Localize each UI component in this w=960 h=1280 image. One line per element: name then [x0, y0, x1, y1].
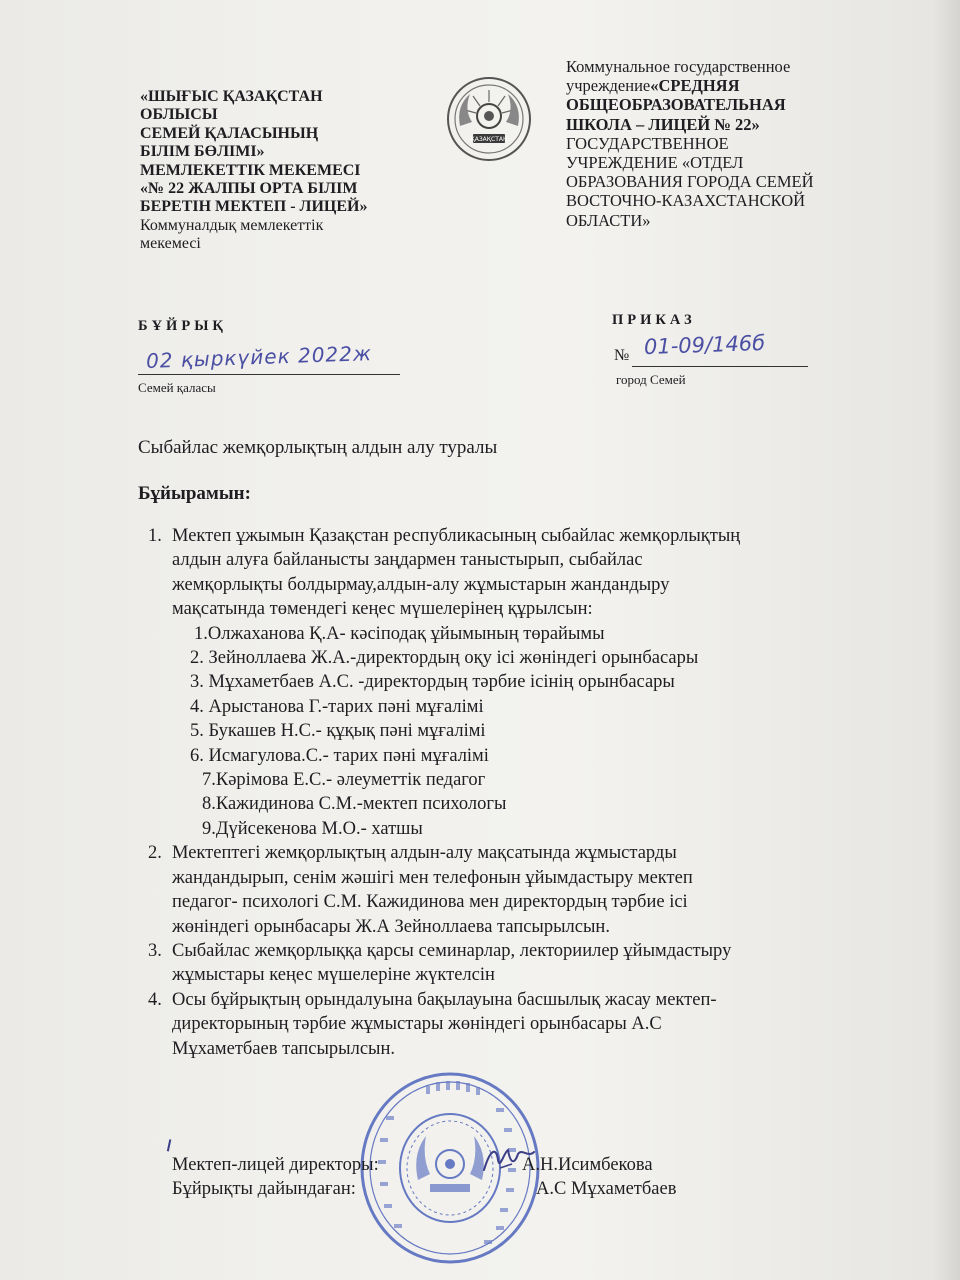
number-sign: №	[614, 347, 630, 364]
header-kz-line: БІЛІМ БӨЛІМІ»	[140, 143, 265, 161]
signature-row-preparer	[172, 1177, 732, 1201]
order-item-4	[138, 988, 883, 1061]
handwritten-date: 02 қыркүйек 2022ж	[145, 341, 373, 373]
header-kz-line: мекемесі	[140, 235, 201, 253]
command-heading: Бұйырамын:	[138, 483, 251, 504]
council-member: 6. Исмагулова.С.- тарих пәні мұғалімі	[190, 745, 489, 766]
council-member: 8.Кажидинова С.М.-мектеп психологы	[202, 794, 507, 815]
item-number: 3.	[148, 940, 162, 961]
header-ru-line: ГОСУДАРСТВЕННОЕ	[566, 133, 729, 153]
order-title-kz: БҰЙРЫҚ	[138, 318, 227, 334]
header-kz-line: ОБЛЫСЫ	[140, 106, 218, 124]
header-russian	[566, 57, 886, 230]
council-member: 7.Кәрімова Е.С.- әлеуметтік педагог	[202, 770, 486, 791]
signature-label: Мектеп-лицей директоры:	[172, 1155, 379, 1175]
header-ru-prefix: учреждение	[566, 76, 651, 96]
number-underline	[632, 366, 808, 367]
header-kz-line: МЕМЛЕКЕТТІК МЕКЕМЕСІ	[140, 161, 361, 179]
item-line: жемқорлықты болдырмау,алдын-алу жұмыстарын жандандыру	[172, 574, 670, 595]
item-line: мақсатында төмендегі кеңес мүшелерінең құрылсын:	[172, 599, 593, 620]
signature-block	[172, 1153, 732, 1202]
city-ru: город Семей	[616, 372, 686, 387]
signature-row-director	[172, 1153, 732, 1177]
council-member: 5. Букашев Н.С.- құқық пәні мұғалімі	[190, 721, 486, 742]
item-line: жандандырып, сенім жәшігі мен телефонын ұйымдастыру мектеп	[172, 867, 693, 888]
council-member: 1.Олжаханова Қ.А- кәсіподақ ұйымының төрайымы	[194, 623, 605, 644]
item-number: 2.	[148, 843, 162, 864]
emblem-text: ҚАЗАҚСТАН	[470, 136, 508, 143]
header-kazakh	[140, 88, 430, 254]
item-line: Осы бұйрықтың орындалуына бақылауына басшылық жасау мектеп-	[172, 989, 717, 1010]
item-line: Мектеп ұжымын Қазақстан республикасының сыбайлас жемқорлықтың	[172, 526, 741, 546]
header-ru-line: ОБЛАСТИ»	[566, 210, 651, 230]
pen-tick-mark	[167, 1139, 177, 1152]
item-line: Сыбайлас жемқорлыққа қарсы семинарлар, лекториилер ұйымдастыру	[172, 940, 732, 961]
item-line: жөніндегі орынбасары Ж.А Зейноллаева тапсырылсын.	[172, 916, 610, 937]
header-kz-line: БЕРЕТІН МЕКТЕП - ЛИЦЕЙ»	[140, 198, 368, 216]
header-kz-line: СЕМЕЙ ҚАЛАСЫНЫҢ	[140, 124, 319, 142]
order-body	[138, 524, 883, 1061]
order-subject: Сыбайлас жемқорлықтың алдын алу туралы	[138, 437, 498, 458]
handwritten-order-number: 01-09/146б	[643, 330, 766, 360]
header-ru-line: ОБЩЕОБРАЗОВАТЕЛЬНАЯ	[566, 95, 786, 115]
item-line: педагог- психологі С.М. Кажидинова мен директордың тәрбие ісі	[172, 892, 688, 913]
item-number: 4.	[148, 989, 162, 1010]
signature-name: А.С Мұхаметбаев	[536, 1179, 677, 1200]
item-number: 1.	[148, 526, 162, 546]
header-kz-line: «ШЫҒЫС ҚАЗАҚСТАН	[140, 88, 323, 105]
signature-label: Бұйрықты дайындаған:	[172, 1179, 356, 1200]
council-member: 2. Зейноллаева Ж.А.-директордың оқу ісі жөніндегі орынбасары	[190, 648, 699, 669]
item-line: алдын алуға байланысты заңдармен таныстырып, сыбайлас	[172, 550, 643, 571]
item-line: жұмыстары кеңес мүшелеріне жүктелсін	[172, 965, 495, 986]
state-emblem-icon	[446, 76, 532, 162]
council-member: 9.Дүйсекенова М.О.- хатшы	[202, 818, 423, 839]
date-underline	[138, 374, 400, 375]
header-ru-line: ВОСТОЧНО-КАЗАХСТАНСКОЙ	[566, 191, 806, 211]
header-kz-line: Коммуналдық мемлекеттік	[140, 216, 324, 234]
order-item-3	[138, 939, 883, 988]
item-line: директорының тәрбие жұмыстары жөніндегі орынбасары А.С	[172, 1014, 662, 1035]
council-member: 3. Мұхаметбаев А.С. -директордың тәрбие ісінің орынбасары	[190, 672, 675, 693]
item-line: Мұхаметбаев тапсырылсын.	[172, 1038, 396, 1059]
header-ru-line	[566, 76, 886, 95]
page-edge-shadow	[932, 0, 960, 1280]
order-item-2	[138, 841, 883, 939]
header-ru-line: ОБРАЗОВАНИЯ ГОРОДА СЕМЕЙ	[566, 172, 814, 192]
header-ru-line: ШКОЛА – ЛИЦЕЙ № 22»	[566, 114, 760, 134]
header-ru-line: Коммунальное государственное	[566, 57, 791, 76]
item-line: Мектептегі жемқорлықтың алдын-алу мақсатында жұмыстарды	[172, 843, 677, 864]
header-ru-line: УЧРЕЖДЕНИЕ «ОТДЕЛ	[566, 153, 744, 173]
order-title-ru: ПРИКАЗ	[612, 312, 696, 328]
header-kz-line: «№ 22 ЖАЛПЫ ОРТА БІЛІМ	[140, 180, 358, 198]
order-item-1	[138, 524, 883, 841]
handwritten-signature-icon	[478, 1140, 538, 1180]
header-ru-bold: «СРЕДНЯЯ	[650, 76, 740, 96]
city-kz: Семей қаласы	[138, 380, 216, 395]
council-member: 4. Арыстанова Г.-тарих пәні мұғалімі	[190, 696, 484, 717]
signature-name: А.Н.Исимбекова	[522, 1155, 653, 1175]
